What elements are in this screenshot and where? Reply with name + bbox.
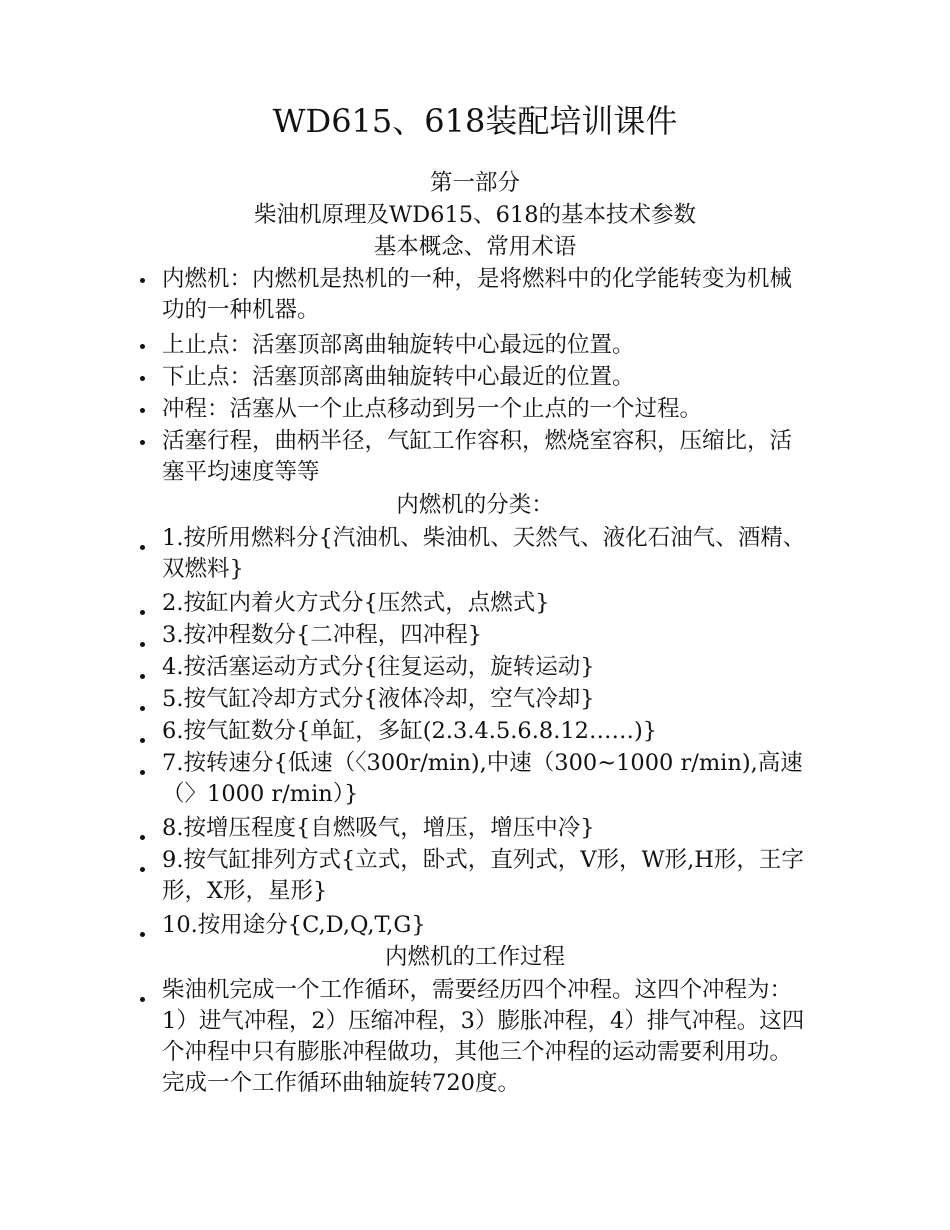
list-item [140, 716, 812, 747]
list-item-text: 下止点：活塞顶部离曲轴旋转中心最近的位置。 [162, 364, 635, 390]
bullet-icon [140, 362, 160, 393]
list-item-text: 9.按气缸排列方式{立式，卧式，直列式，V形，W形,H形，王字形，X形，星形} [162, 847, 804, 904]
list-item [140, 330, 812, 361]
bullet-icon [140, 756, 160, 787]
bullet-icon [140, 426, 160, 457]
list-item-text: 2.按缸内着火方式分{压然式，点燃式} [162, 590, 550, 616]
bullet-icon [140, 983, 160, 1014]
bullet-icon [140, 394, 160, 425]
list-item-text: 上止点：活塞顶部离曲轴旋转中心最远的位置。 [162, 332, 635, 358]
list-item [140, 813, 812, 844]
list-item-text: 4.按活塞运动方式分{往复运动，旋转运动} [162, 654, 595, 680]
list-item-text: 3.按冲程数分{二冲程，四冲程} [162, 622, 483, 648]
list-item [140, 426, 812, 488]
list-item-text: 活塞行程，曲柄半径，气缸工作容积，燃烧室容积，压缩比，活塞平均速度等等 [162, 428, 793, 485]
section-heading-classification: 内燃机的分类： [396, 492, 554, 518]
section-heading-basic-concepts: 基本概念、常用术语 [373, 234, 577, 260]
list-item [140, 620, 812, 651]
list-item [140, 652, 812, 683]
part-subtitle: 柴油机原理及WD615、618的基本技术参数 [253, 202, 697, 228]
list-item [140, 748, 812, 810]
list-item-text: 内燃机：内燃机是热机的一种，是将燃料中的化学能转变为机械功的一种机器。 [162, 266, 793, 323]
list-item-text: 冲程：活塞从一个止点移动到另一个止点的一个过程。 [162, 396, 703, 422]
list-item-text: 1.按所用燃料分{汽油机、柴油机、天然气、液化石油气、酒精、双燃料} [162, 525, 806, 582]
document-title: WD615、618装配培训课件 [272, 102, 678, 140]
bullet-icon [140, 330, 160, 361]
list-item-text: 柴油机完成一个工作循环，需要经历四个冲程。这四个冲程为：1）进气冲程，2）压缩冲程，3）膨胀冲程，4）排气冲程。这四个冲程中只有膨胀冲程做功，其他三个冲程的运动需要利用功。完成一个工作循环曲轴旋转720度。 [162, 977, 805, 1096]
list-item [140, 394, 812, 425]
list-item [140, 910, 812, 941]
list-item-text: 10.按用途分{C,D,Q,T,G} [162, 912, 426, 938]
list-item [140, 362, 812, 393]
section-heading-working-process: 内燃机的工作过程 [384, 944, 565, 970]
list-item [140, 684, 812, 715]
list-item-text: 5.按气缸冷却方式分{液体冷却，空气冷却} [162, 686, 595, 712]
bullet-icon [140, 531, 160, 562]
list-item-text: 8.按增压程度{自燃吸气，增压，增压中冷} [162, 815, 595, 841]
list-item [140, 845, 812, 907]
list-item [140, 523, 812, 585]
bullet-icon [140, 264, 160, 295]
bullet-icon [140, 853, 160, 884]
list-item [140, 264, 812, 326]
list-item [140, 588, 812, 619]
part-heading: 第一部分 [429, 170, 520, 196]
list-item [140, 975, 812, 1099]
list-item-text: 7.按转速分{低速（〈300r/min),中速（300~1000 r/min),高速（〉1000 r/min）} [162, 750, 803, 807]
list-item-text: 6.按气缸数分{单缸，多缸(2.3.4.5.6.8.12……)} [162, 718, 658, 744]
